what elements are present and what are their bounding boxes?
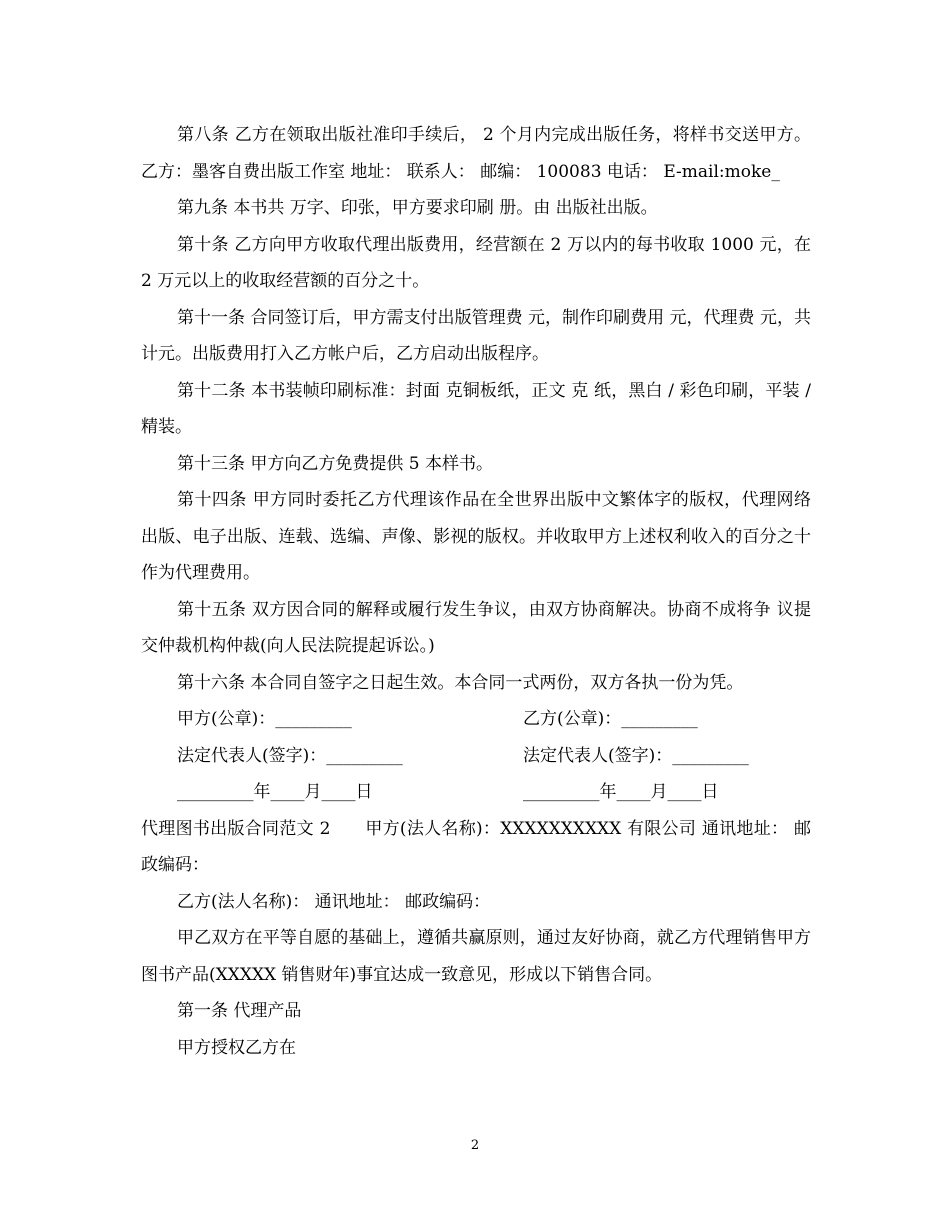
article-10: 第十条 乙方向甲方收取代理出版费用，经营额在 2 万以内的每书收取 1000 元，在 2 万元以上的收取经营额的百分之十。 xyxy=(141,234,811,291)
page-number: 2 xyxy=(470,1138,480,1153)
article-15: 第十五条 双方因合同的解释或履行发生争议，由双方协商解决。协商不成将争 议提交仲裁机构仲裁(向人民法院提起诉讼。) xyxy=(141,599,811,656)
article-11: 第十一条 合同签订后，甲方需支付出版管理费 元，制作印刷费用 元，代理费 元，共计元。出版费用打入乙方帐户后，乙方启动出版程序。 xyxy=(141,307,811,364)
second-contract-heading: 代理图书出版合同范文 2 甲方(法人名称)：XXXXXXXXXX 有限公司 通讯地址： 邮政编码： xyxy=(141,818,811,875)
date-row xyxy=(141,774,811,811)
article-12: 第十二条 本书装帧印刷标准：封面 克铜板纸，正文 克 纸，黑白 / 彩色印刷，平装 / 精装。 xyxy=(141,380,811,437)
party-a-date: _________年____月____日 xyxy=(177,782,373,802)
article-16: 第十六条 本合同自签字之日起生效。本合同一式两份，双方各执一份为凭。 xyxy=(177,672,744,693)
article-8: 第八条 乙方在领取出版社准印手续后， 2 个月内完成出版任务，将样书交送甲方。 乙方：墨客自费出版工作室 地址： 联系人： 邮编： 100083 电话： E-mail:moke_ xyxy=(141,125,811,182)
party-b-seal: 乙方(公章)：_________ xyxy=(523,709,698,729)
party-a-representative: 法定代表人(签字)：_________ xyxy=(177,745,403,766)
seal-row xyxy=(141,701,811,738)
article-1-title: 第一条 代理产品 xyxy=(177,1001,302,1021)
contract-body xyxy=(141,117,811,1066)
party-a-seal: 甲方(公章)：_________ xyxy=(177,709,352,729)
article-13: 第十三条 甲方向乙方免费提供 5 本样书。 xyxy=(177,453,494,474)
party-b-representative: 法定代表人(签字)：_________ xyxy=(523,745,749,766)
representative-row xyxy=(141,738,811,775)
second-contract-intro: 甲乙双方在平等自愿的基础上，遵循共赢原则，通过友好协商，就乙方代理销售甲方图书产品(XXXXX 销售财年)事宜达成一致意见，形成以下销售合同。 xyxy=(141,928,811,985)
article-1-text: 甲方授权乙方在 xyxy=(177,1037,296,1058)
article-9: 第九条 本书共 万字、印张，甲方要求印刷 册。由 出版社出版。 xyxy=(177,198,658,218)
party-b-date: _________年____月____日 xyxy=(523,782,719,802)
second-contract-party-b: 乙方(法人名称)： 通讯地址： 邮政编码： xyxy=(177,891,491,912)
article-14: 第十四条 甲方同时委托乙方代理该作品在全世界出版中文繁体字的版权，代理网络出版、电子出版、连载、选编、声像、影视的版权。并收取甲方上述权利收入的百分之十作为代理费用。 xyxy=(141,490,811,583)
